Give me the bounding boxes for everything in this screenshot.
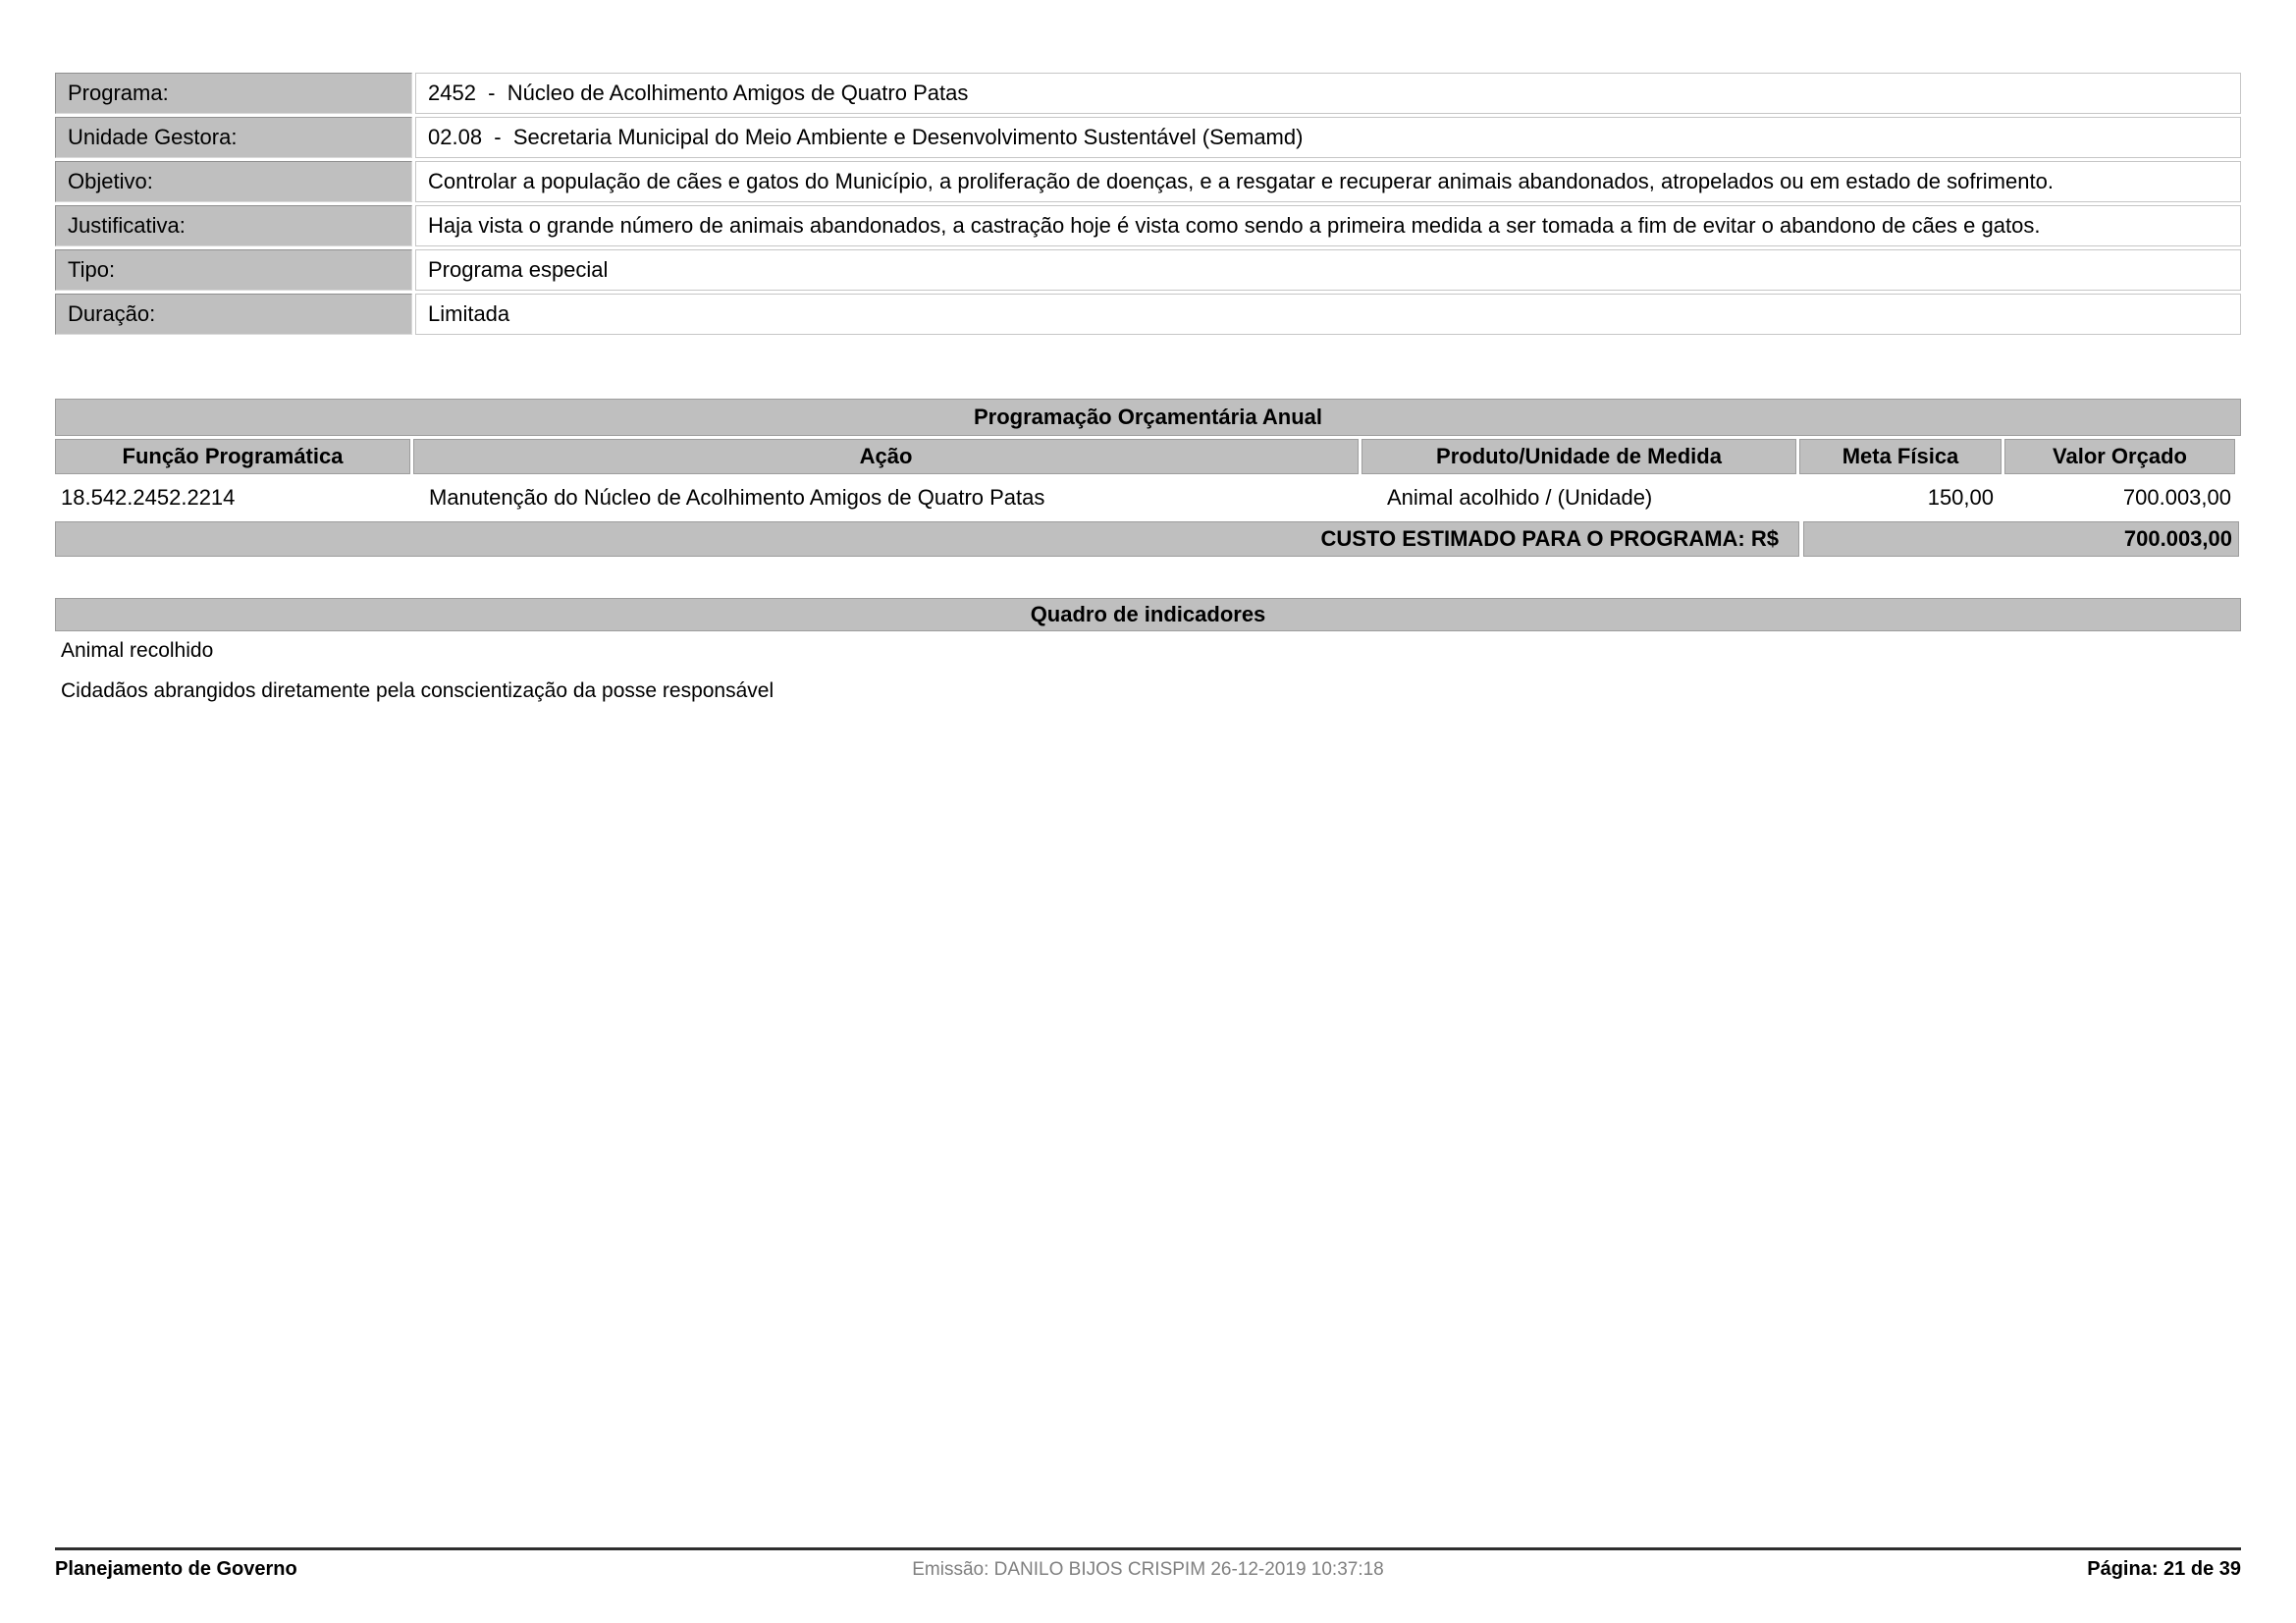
budget-data-row	[55, 476, 2241, 519]
budget-column-headers	[55, 439, 2241, 474]
tipo-label: Tipo:	[55, 249, 412, 291]
program-value: 2452 - Núcleo de Acolhimento Amigos de Quatro Patas	[415, 73, 2241, 114]
footer-emission-info: Emissão: DANILO BIJOS CRISPIM 26-12-2019 10:37:18	[912, 1559, 1384, 1580]
table-row	[55, 117, 2241, 158]
indicator-list	[61, 639, 774, 720]
footer-divider	[55, 1547, 2241, 1550]
estimated-cost-label: CUSTO ESTIMADO PARA O PROGRAMA: R$	[55, 521, 1799, 557]
unidade-gestora-label: Unidade Gestora:	[55, 117, 412, 158]
table-row	[55, 73, 2241, 114]
table-row	[55, 294, 2241, 335]
indicator-item: Animal recolhido	[61, 639, 214, 662]
duracao-value: Limitada	[415, 294, 2241, 335]
table-row	[55, 161, 2241, 202]
table-row	[55, 249, 2241, 291]
budget-table-title: Programação Orçamentária Anual	[55, 399, 2241, 436]
unidade-gestora-value: 02.08 - Secretaria Municipal do Meio Ambiente e Desenvolvimento Sustentável (Semamd)	[415, 117, 2241, 158]
column-header-valor: Valor Orçado	[2004, 439, 2235, 474]
footer-report-name: Planejamento de Governo	[55, 1558, 297, 1580]
budget-table	[55, 399, 2241, 557]
column-header-acao: Ação	[413, 439, 1359, 474]
footer-page-number: Página: 21 de 39	[2087, 1558, 2241, 1580]
cell-acao: Manutenção do Núcleo de Acolhimento Amigos de Quatro Patas	[413, 476, 1359, 519]
indicators-title: Quadro de indicadores	[55, 598, 2241, 631]
justificativa-label: Justificativa:	[55, 205, 412, 246]
indicator-item: Cidadãos abrangidos diretamente pela conscientização da posse responsável	[61, 679, 774, 702]
table-row	[55, 205, 2241, 246]
cell-funcao: 18.542.2452.2214	[55, 476, 410, 519]
program-label: Programa:	[55, 73, 412, 114]
tipo-value: Programa especial	[415, 249, 2241, 291]
column-header-funcao: Função Programática	[55, 439, 410, 474]
objetivo-value: Controlar a população de cães e gatos do Município, a proliferação de doenças, e a resgatar e recuperar animais abandonados, atropelados ou em estado de sofrimento.	[415, 161, 2241, 202]
column-header-produto: Produto/Unidade de Medida	[1362, 439, 1796, 474]
program-info-table	[52, 70, 2244, 338]
cell-produto: Animal acolhido / (Unidade)	[1362, 476, 1796, 519]
footer	[55, 1558, 2241, 1581]
cell-valor: 700.003,00	[2004, 476, 2235, 519]
budget-total-row	[55, 521, 2241, 557]
objetivo-label: Objetivo:	[55, 161, 412, 202]
justificativa-value: Haja vista o grande número de animais abandonados, a castração hoje é vista como sendo a primeira medida a ser tomada a fim de evitar o abandono de cães e gatos.	[415, 205, 2241, 246]
column-header-meta: Meta Física	[1799, 439, 2002, 474]
cell-meta: 150,00	[1799, 476, 2002, 519]
estimated-cost-value: 700.003,00	[1803, 521, 2239, 557]
duracao-label: Duração:	[55, 294, 412, 335]
